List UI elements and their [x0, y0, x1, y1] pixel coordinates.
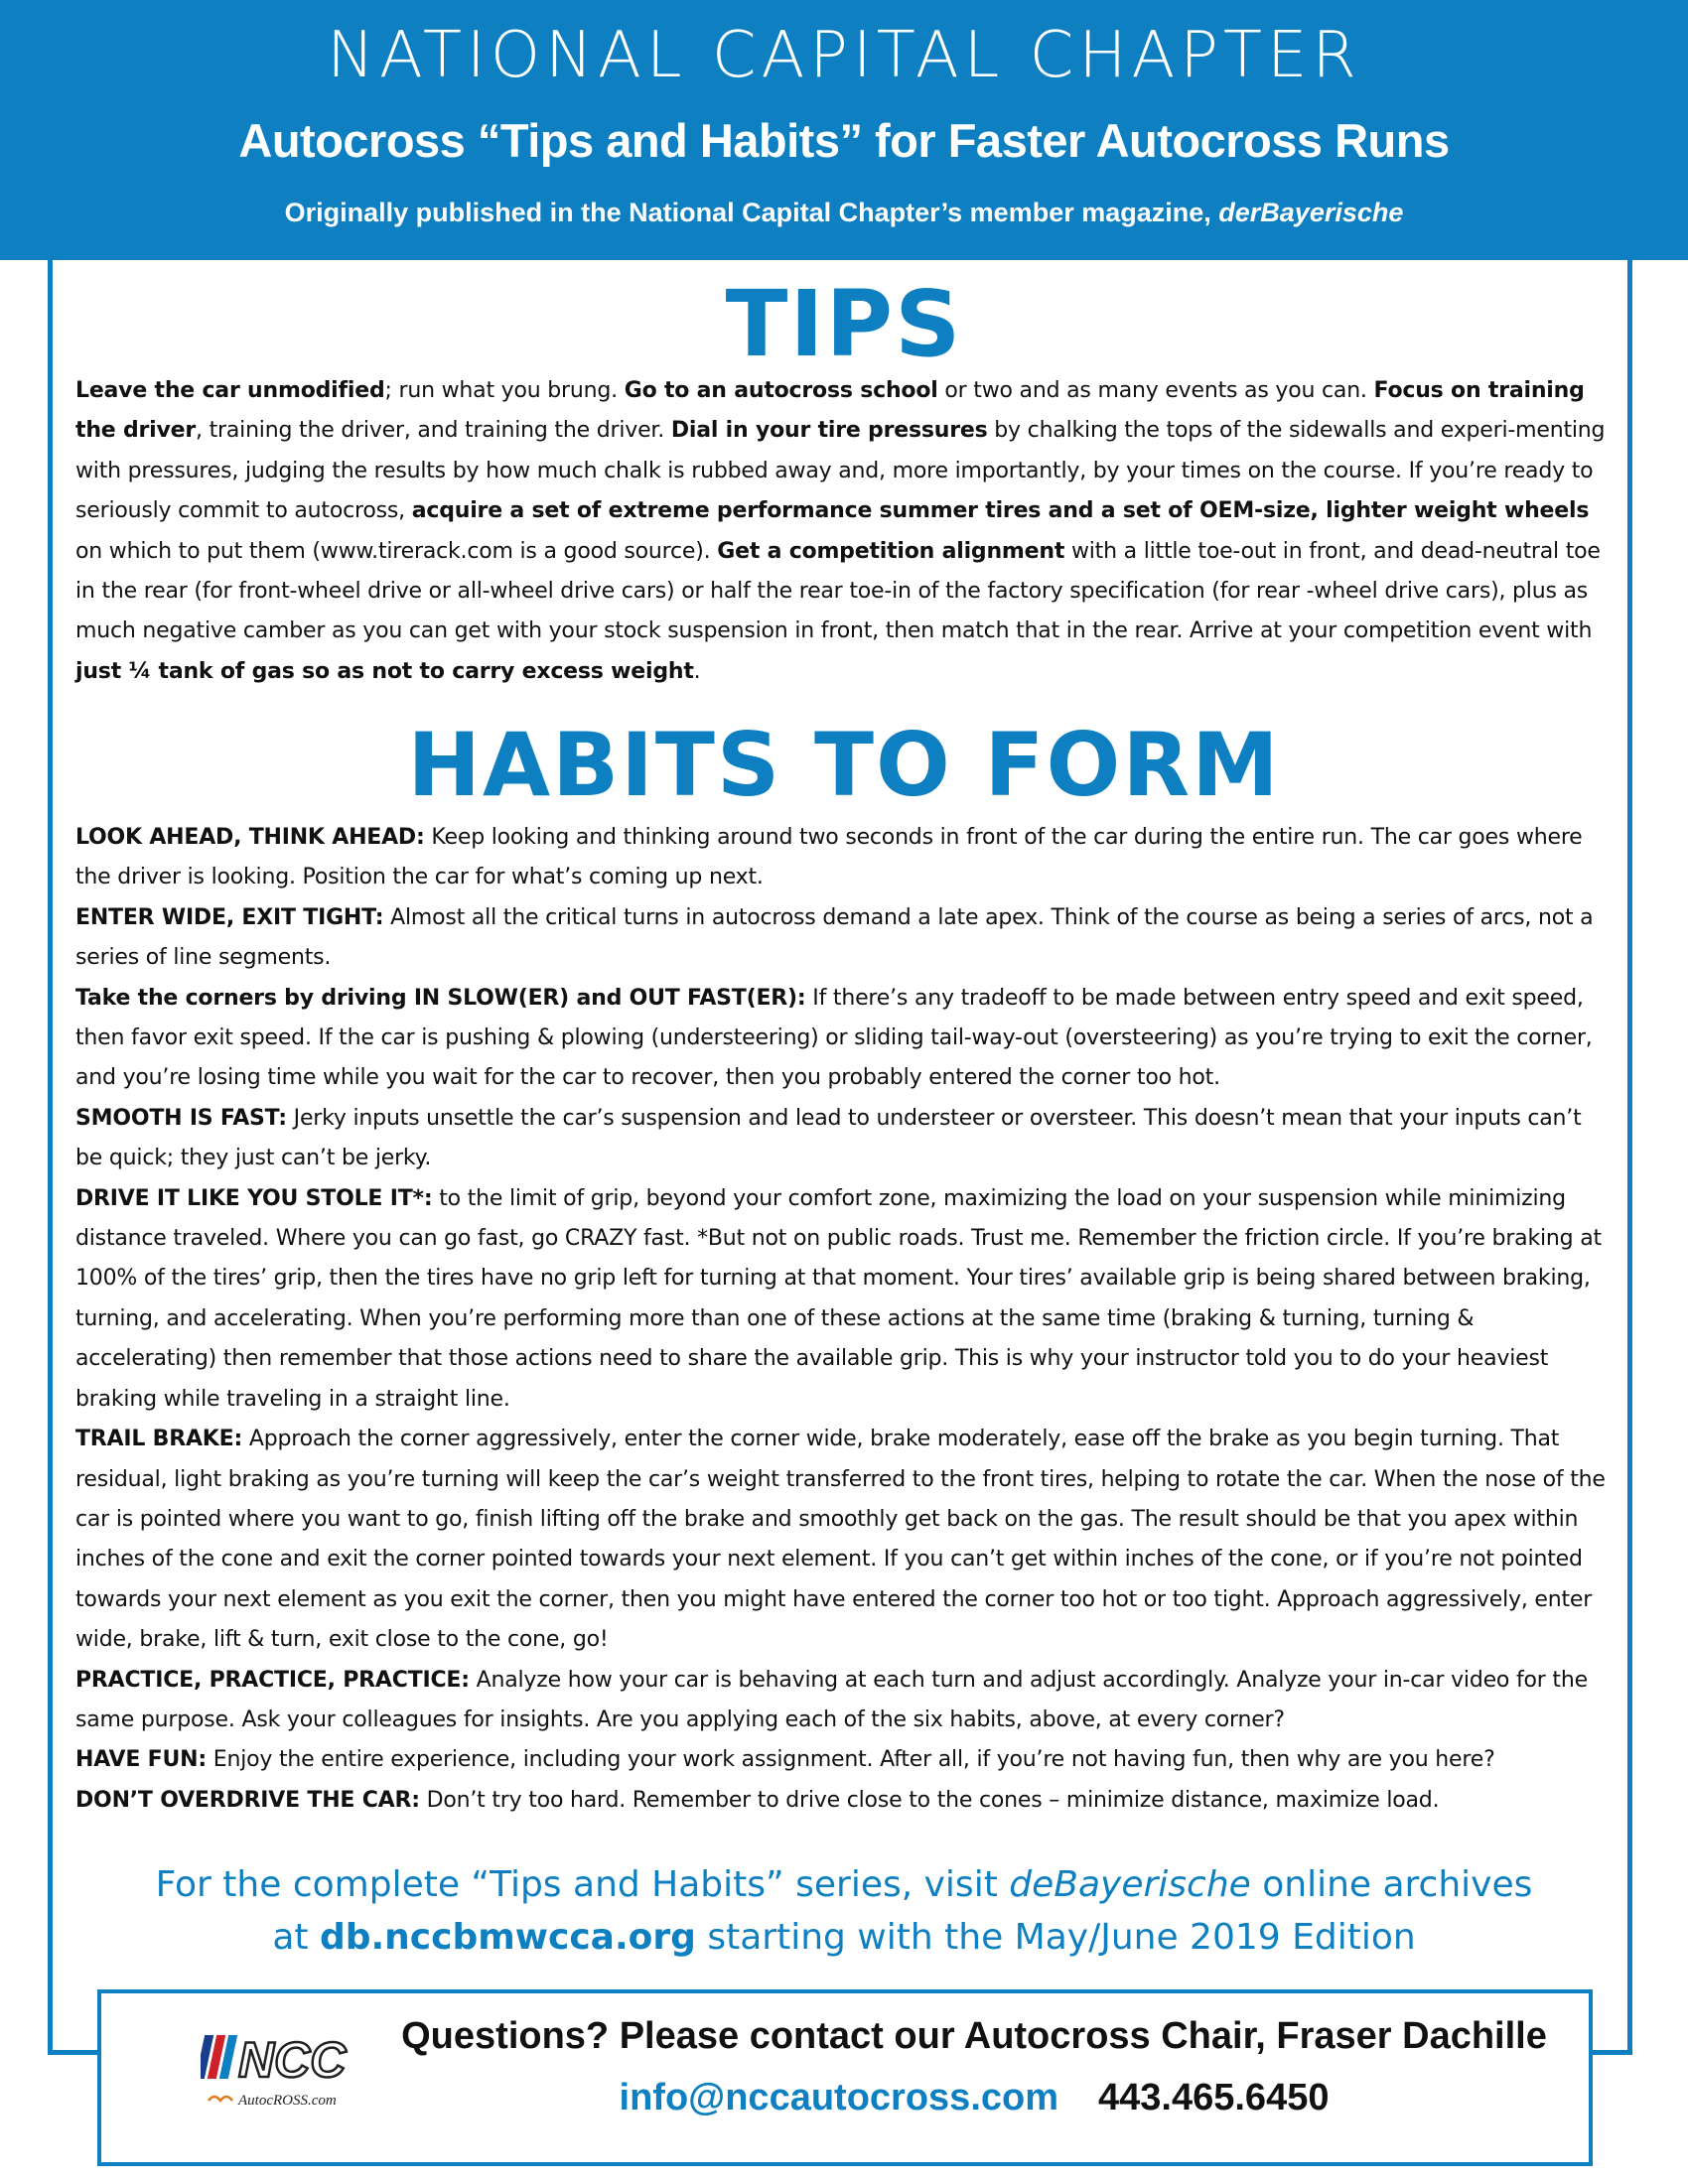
- document-headline: Autocross “Tips and Habits” for Faster Autocross Runs: [238, 114, 1450, 167]
- tips-emphasis: Get a competition alignment: [717, 538, 1065, 564]
- contact-details: [399, 2073, 1549, 2122]
- tips-emphasis: Leave the car unmodified: [75, 378, 385, 403]
- habit-label: Take the corners by driving IN SLOW(ER) and OUT FAST(ER):: [75, 985, 806, 1011]
- tips-heading: TIPS: [725, 271, 963, 377]
- habit-description: If there’s any tradeoff to be made between entry speed and exit speed, then favor exit speed. If the car is pushing & plowing (understeering) or sliding tail-way-out (oversteering) as you’re trying to exit the corner, and you’re losing time while you wait for the car to recover, then you probably entered the corner too hot.: [75, 985, 1593, 1091]
- habits-list: [75, 818, 1613, 1821]
- habit-item: [75, 898, 1613, 979]
- publication-note-text: Originally published in the National Capital Chapter’s member magazine,: [284, 198, 1219, 227]
- publication-note: [0, 193, 1688, 232]
- tips-text-run: with a little toe-out in front, and dead-neutral toe in the rear (for front-wheel drive or all-wheel drive cars) or half the rear toe-in of the factory specification (for rear -wheel drive cars), plus as much negative camber as you can get with your stock suspension in front, then match that in the rear. Arrive at your competition event with: [75, 538, 1601, 644]
- archive-note: [0, 1858, 1688, 1964]
- habit-label: LOOK AHEAD, THINK AHEAD:: [75, 825, 425, 850]
- habit-description: Don’t try too hard. Remember to drive close to the cones – minimize distance, maximize load.: [419, 1787, 1440, 1813]
- archive-url-link[interactable]: db.nccbmwcca.org: [319, 1917, 696, 1958]
- habit-label: PRACTICE, PRACTICE, PRACTICE:: [75, 1667, 470, 1693]
- tips-emphasis: Focus on training the driver: [75, 378, 1585, 444]
- tips-text-run: on which to put them (www.tirerack.com is a good source).: [75, 538, 718, 564]
- habit-label: HAVE FUN:: [75, 1747, 207, 1773]
- contact-headline: Questions? Please contact our Autocross Chair, Fraser Dachille: [401, 2015, 1547, 2057]
- habit-description: to the limit of grip, beyond your comfort zone, maximizing the load on your suspension while minimizing distance traveled. Where you can go fast, go CRAZY fast. *But not on public roads. Trust me. Remember the friction circle. If you’re braking at 100% of the tires’ grip, then the tires have no grip left for turning at that moment. Your tires’ available grip is being shared between braking, turning, and accelerating. When you’re performing more than one of these actions at the same time (braking & turning, turning & accelerating) then remember that those actions need to share the available grip. This is why your instructor told you to do your heaviest braking while traveling in a straight line.: [75, 1185, 1602, 1412]
- page-header: [0, 0, 1688, 260]
- habit-label: SMOOTH IS FAST:: [75, 1105, 287, 1131]
- chapter-title: NATIONAL CAPITAL CHAPTER: [327, 19, 1361, 92]
- tips-paragraph: [75, 371, 1613, 692]
- contact-phone[interactable]: 443.465.6450: [1098, 2077, 1330, 2118]
- tips-text-run: or two and as many events as you can.: [937, 378, 1374, 403]
- contact-box: [97, 1989, 1593, 2166]
- tips-emphasis: just ¼ tank of gas so as not to carry excess weight: [75, 658, 694, 684]
- habit-label: ENTER WIDE, EXIT TIGHT:: [75, 904, 384, 930]
- contact-email-link[interactable]: info@nccautocross.com: [619, 2077, 1059, 2118]
- habit-item: [75, 1099, 1613, 1179]
- habit-description: Enjoy the entire experience, including your work assignment. After all, if you’re not having fun, then why are you here?: [206, 1747, 1495, 1773]
- tips-text-run: ; run what you brung.: [384, 378, 625, 403]
- habit-description: Keep looking and thinking around two seconds in front of the car during the entire run. The car goes where the driver is looking. Position the car for what’s coming up next.: [75, 825, 1583, 890]
- habit-description: Approach the corner aggressively, enter the corner wide, brake moderately, ease off the brake as you begin turning. That residual, light braking as you’re turning will keep the car’s weight transferred to the front tires, helping to rotate the car. When the nose of the car is pointed where you want to go, finish lifting off the brake and smoothly get back on the gas. The result should be that you apex within inches of the cone and exit the corner pointed towards your next element. If you can’t get within inches of the cone, or if you’re not pointed towards your next element as you exit the corner, then you might have entered the corner too hot or too tight. Approach aggressively, enter wide, brake, lift & turn, exit close to the cone, go!: [75, 1427, 1606, 1653]
- tips-text-run: .: [693, 658, 701, 684]
- habit-description: Analyze how your car is behaving at each turn and adjust accordingly. Analyze your in-car video for the same purpose. Ask your colleagues for insights. Are you applying each of the six habits, above, at every corner?: [75, 1667, 1588, 1732]
- magazine-name: derBayerische: [1218, 198, 1404, 227]
- tips-text-run: by chalking the tops of the sidewalls and experi-menting with pressures, judging the results by how much chalk is rubbed away and, more importantly, by your times on the course. If you’re ready to seriously commit to autocross,: [75, 418, 1606, 524]
- habit-label: TRAIL BRAKE:: [75, 1427, 243, 1452]
- habit-item: [75, 1661, 1613, 1741]
- ncc-autocross-logo: [201, 2017, 350, 2126]
- habit-item: [75, 1420, 1613, 1660]
- habit-description: Almost all the critical turns in autocross demand a late apex. Think of the course as being a series of arcs, not a series of line segments.: [75, 904, 1594, 971]
- habit-item: [75, 1740, 1613, 1780]
- habit-item: [75, 979, 1613, 1099]
- habit-item: [75, 818, 1613, 898]
- tips-emphasis: Go to an autocross school: [624, 378, 938, 403]
- tips-emphasis: acquire a set of extreme performance summer tires and a set of OEM-size, lighter weight wheels: [411, 498, 1590, 524]
- habit-item: [75, 1781, 1613, 1821]
- tips-text-run: , training the driver, and training the driver.: [196, 418, 671, 444]
- habit-label: DON’T OVERDRIVE THE CAR:: [75, 1787, 420, 1813]
- habit-item: [75, 1179, 1613, 1420]
- tips-emphasis: Dial in your tire pressures: [670, 418, 988, 444]
- svg-text:NCC: NCC: [238, 2032, 347, 2088]
- archive-note-line-1: For the complete “Tips and Habits” series, visit deBayerische online archives: [155, 1864, 1533, 1905]
- habits-heading: HABITS TO FORM: [407, 714, 1281, 816]
- archive-note-line-2: at db.nccbmwcca.org starting with the May/June 2019 Edition: [272, 1917, 1416, 1958]
- habit-label: DRIVE IT LIKE YOU STOLE IT*:: [75, 1185, 433, 1211]
- habit-description: Jerky inputs unsettle the car’s suspension and lead to understeer or oversteer. This doesn’t mean that your inputs can’t be quick; they just can’t be jerky.: [75, 1105, 1582, 1171]
- svg-text:AutocROSS.com: AutocROSS.com: [238, 2093, 337, 2109]
- archive-magazine-name: deBayerische: [1009, 1864, 1251, 1905]
